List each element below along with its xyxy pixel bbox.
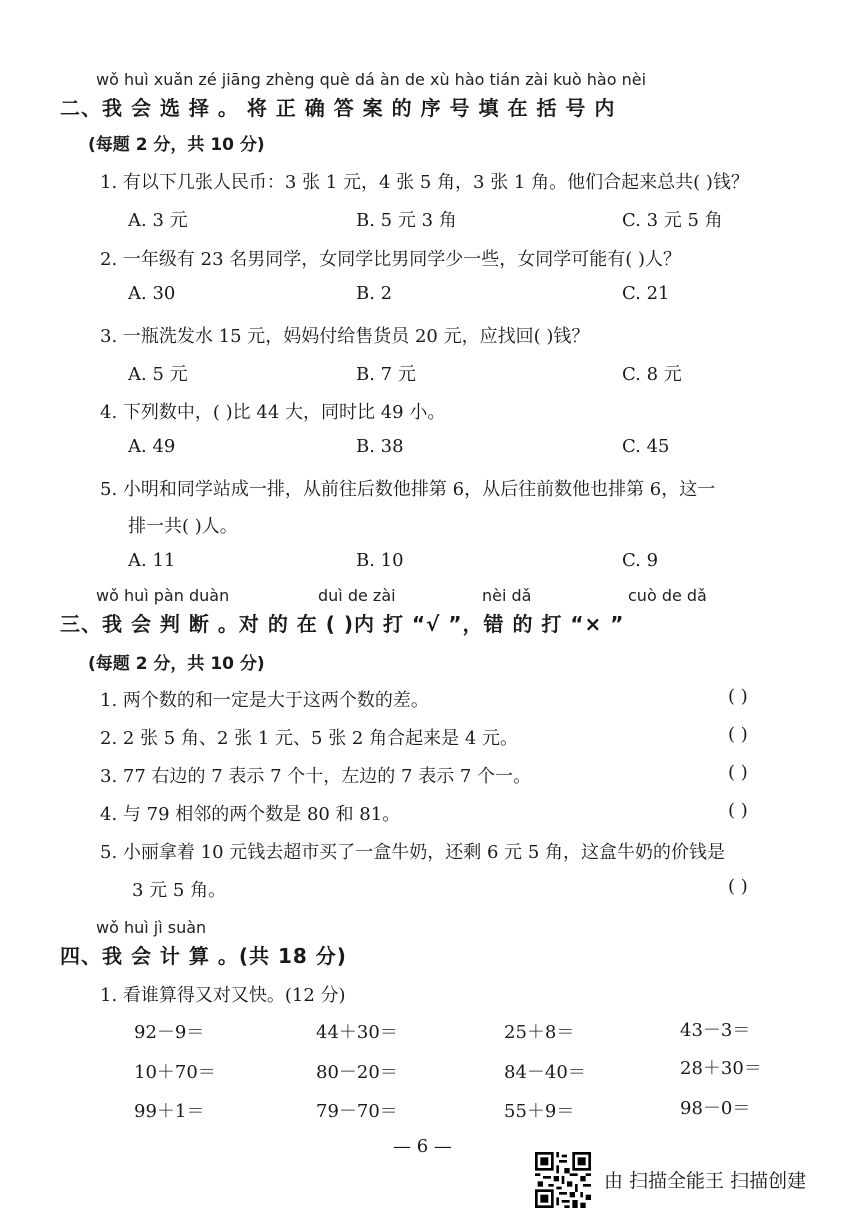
q4-option-a: A. 49 xyxy=(128,436,176,457)
qr-code-icon xyxy=(535,1152,591,1208)
section3-pinyin-1: wǒ huì pàn duàn xyxy=(96,586,230,605)
question-4: 4. 下列数中，( )比 44 大，同时比 49 小。 xyxy=(100,402,446,423)
q3-option-a: A. 5 元 xyxy=(128,364,188,385)
judge-answer-3[interactable]: ( ) xyxy=(728,762,748,783)
question-2: 2. 一年级有 23 名男同学，女同学比男同学少一些，女同学可能有( )人？ xyxy=(100,249,682,270)
section3-pinyin-3: nèi dǎ xyxy=(482,586,532,605)
q5-option-c: C. 9 xyxy=(622,550,659,571)
calc-item: 10＋70＝ xyxy=(134,1062,216,1083)
calc-item: 80－20＝ xyxy=(316,1062,398,1083)
calc-item: 44＋30＝ xyxy=(316,1022,398,1043)
judge-answer-1[interactable]: ( ) xyxy=(728,686,748,707)
section3-score: (每题 2 分，共 10 分) xyxy=(88,654,265,674)
section2-pinyin: wǒ huì xuǎn zé jiāng zhèng què dá àn de xù hào tián zài kuò hào nèi xyxy=(96,70,647,89)
section3-title: 三、我 会 判 断 。对 的 在 ( )内 打 “√ ”，错 的 打 “× ” xyxy=(60,612,625,636)
calc-item: 99＋1＝ xyxy=(134,1101,205,1122)
question-3: 3. 一瓶洗发水 15 元，妈妈付给售货员 20 元，应找回( )钱？ xyxy=(100,326,590,347)
calc-item: 28＋30＝ xyxy=(680,1058,762,1079)
calc-item: 55＋9＝ xyxy=(504,1101,575,1122)
q3-option-b: B. 7 元 xyxy=(356,364,416,385)
q2-option-a: A. 30 xyxy=(128,283,176,304)
calc-item: 25＋8＝ xyxy=(504,1022,575,1043)
calc-item: 79－70＝ xyxy=(316,1101,398,1122)
judge-item-4: 4. 与 79 相邻的两个数是 80 和 81。 xyxy=(100,804,401,825)
q1-option-a: A. 3 元 xyxy=(128,210,188,231)
section3-pinyin-2: duì de zài xyxy=(318,586,396,605)
judge-item-5: 5. 小丽拿着 10 元钱去超市买了一盒牛奶，还剩 6 元 5 角，这盒牛奶的价钱是 xyxy=(100,842,726,863)
judge-answer-5[interactable]: ( ) xyxy=(728,876,748,897)
q2-option-c: C. 21 xyxy=(622,283,670,304)
section2-title: 二、我 会 选 择 。 将 正 确 答 案 的 序 号 填 在 括 号 内 xyxy=(60,96,616,120)
q4-option-c: C. 45 xyxy=(622,436,670,457)
section4-pinyin: wǒ huì jì suàn xyxy=(96,918,207,937)
judge-item-3: 3. 77 右边的 7 表示 7 个十，左边的 7 表示 7 个一。 xyxy=(100,766,532,787)
judge-answer-4[interactable]: ( ) xyxy=(728,800,748,821)
question-5-line2: 排一共( )人。 xyxy=(128,516,238,537)
calc-item: 92－9＝ xyxy=(134,1022,205,1043)
section4-title: 四、我 会 计 算 。(共 18 分) xyxy=(60,944,347,968)
q4-option-b: B. 38 xyxy=(356,436,404,457)
q5-option-b: B. 10 xyxy=(356,550,404,571)
judge-item-5-line2: 3 元 5 角。 xyxy=(132,880,227,901)
q1-option-b: B. 5 元 3 角 xyxy=(356,210,457,231)
section3-pinyin-4: cuò de dǎ xyxy=(628,586,707,605)
section2-score: (每题 2 分，共 10 分) xyxy=(88,135,265,155)
q1-option-c: C. 3 元 5 角 xyxy=(622,210,723,231)
q5-option-a: A. 11 xyxy=(128,550,176,571)
page-number: — 6 — xyxy=(393,1136,452,1157)
judge-item-1: 1. 两个数的和一定是大于这两个数的差。 xyxy=(100,690,429,711)
judge-answer-2[interactable]: ( ) xyxy=(728,724,748,745)
calc-subtitle: 1. 看谁算得又对又快。(12 分) xyxy=(100,985,346,1006)
q3-option-c: C. 8 元 xyxy=(622,364,682,385)
question-5: 5. 小明和同学站成一排，从前往后数他排第 6，从后往前数他也排第 6，这一 xyxy=(100,479,716,500)
q2-option-b: B. 2 xyxy=(356,283,393,304)
calc-item: 98－0＝ xyxy=(680,1098,751,1119)
judge-item-2: 2. 2 张 5 角、2 张 1 元、5 张 2 角合起来是 4 元。 xyxy=(100,728,518,749)
scanner-watermark: 由 扫描全能王 扫描创建 xyxy=(604,1170,807,1192)
calc-item: 43－3＝ xyxy=(680,1020,751,1041)
calc-item: 84－40＝ xyxy=(504,1062,586,1083)
question-1: 1. 有以下几张人民币：3 张 1 元，4 张 5 角，3 张 1 角。他们合起来总共( )钱？ xyxy=(100,172,749,193)
